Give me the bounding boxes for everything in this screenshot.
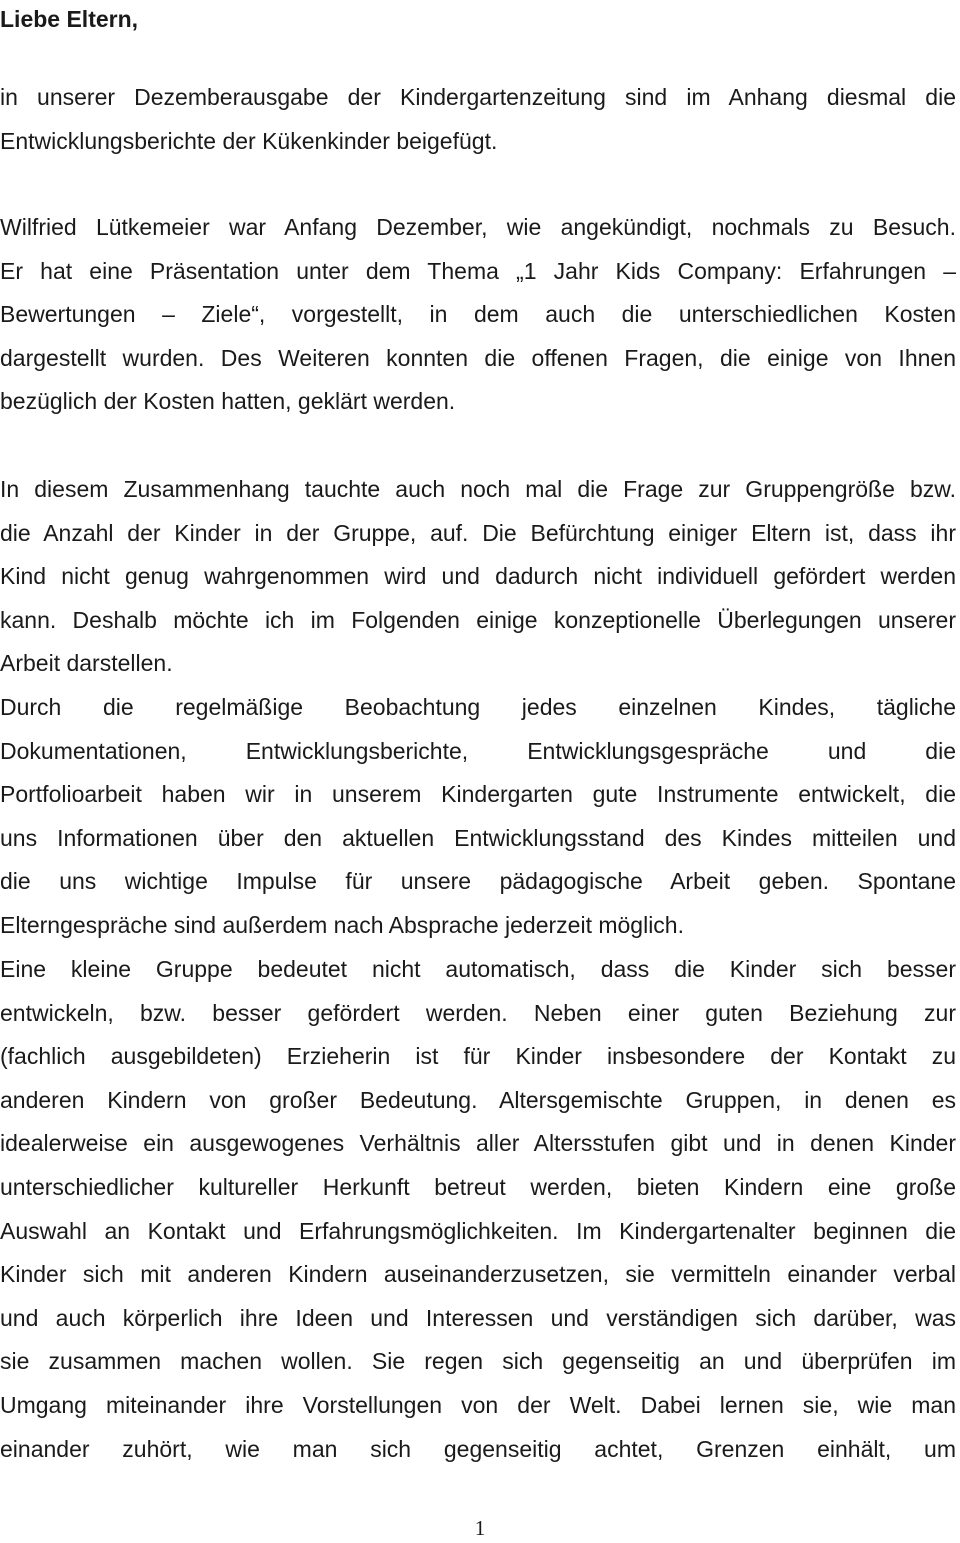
paragraph-observation — [0, 686, 956, 948]
text-line: Dokumentationen, Entwicklungsberichte, Entwicklungsgespräche und die — [0, 737, 956, 764]
paragraph-visit — [0, 206, 956, 424]
text-line: Durch die regelmäßige Beobachtung jedes einzelnen Kindes, tägliche — [0, 694, 956, 720]
text-line: die uns wichtige Impulse für unsere pädagogische Arbeit geben. Spontane — [0, 868, 956, 895]
text-line: Eine kleine Gruppe bedeutet nicht automatisch, dass die Kinder sich besser — [0, 956, 956, 982]
text-line: Er hat eine Präsentation unter dem Thema „1 Jahr Kids Company: Erfahrungen – — [0, 257, 956, 284]
paragraph-group-size — [0, 468, 956, 686]
text-line: Arbeit darstellen. — [0, 650, 173, 677]
paragraph-intro — [0, 76, 956, 163]
text-line: In diesem Zusammenhang tauchte auch noch mal die Frage zur Gruppengröße bzw. — [0, 476, 956, 502]
paragraph-small-group — [0, 948, 956, 1471]
text-line: die Anzahl der Kinder in der Gruppe, auf. Die Befürchtung einiger Eltern ist, dass ihr — [0, 519, 956, 546]
text-line: bezüglich der Kosten hatten, geklärt werden. — [0, 388, 456, 415]
text-line: idealerweise ein ausgewogenes Verhältnis aller Altersstufen gibt und in denen Kinder — [0, 1130, 956, 1157]
page-number: 1 — [474, 1516, 486, 1540]
text-line: kann. Deshalb möchte ich im Folgenden einige konzeptionelle Überlegungen unserer — [0, 606, 956, 633]
text-line: unterschiedlicher kultureller Herkunft betreut werden, bieten Kindern eine große — [0, 1173, 956, 1200]
text-line: und auch körperlich ihre Ideen und Interessen und verständigen sich darüber, was — [0, 1304, 956, 1331]
text-line: Entwicklungsberichte der Kükenkinder beigefügt. — [0, 127, 498, 154]
text-line: Portfolioarbeit haben wir in unserem Kindergarten gute Instrumente entwickelt, die — [0, 781, 956, 808]
text-line: Auswahl an Kontakt und Erfahrungsmöglichkeiten. Im Kindergartenalter beginnen die — [0, 1217, 956, 1244]
text-line: Umgang miteinander ihre Vorstellungen von der Welt. Dabei lernen sie, wie man — [0, 1391, 956, 1418]
text-line: entwickeln, bzw. besser gefördert werden. Neben einer guten Beziehung zur — [0, 999, 956, 1026]
text-line: Elterngespräche sind außerdem nach Absprache jederzeit möglich. — [0, 911, 684, 938]
text-line: (fachlich ausgebildeten) Erzieherin ist für Kinder insbesondere der Kontakt zu — [0, 1043, 956, 1070]
text-line: Bewertungen – Ziele“, vorgestellt, in dem auch die unterschiedlichen Kosten — [0, 301, 956, 328]
text-line: Wilfried Lütkemeier war Anfang Dezember, wie angekündigt, nochmals zu Besuch. — [0, 214, 956, 240]
text-line: in unserer Dezemberausgabe der Kindergartenzeitung sind im Anhang diesmal die — [0, 84, 956, 110]
text-line: einander zuhört, wie man sich gegenseitig achtet, Grenzen einhält, um — [0, 1435, 956, 1462]
text-line: anderen Kindern von großer Bedeutung. Altersgemischte Gruppen, in denen es — [0, 1086, 956, 1113]
text-line: uns Informationen über den aktuellen Entwicklungsstand des Kindes mitteilen und — [0, 824, 956, 851]
text-line: Kind nicht genug wahrgenommen wird und dadurch nicht individuell gefördert werden — [0, 563, 956, 590]
salutation: Liebe Eltern, — [0, 6, 139, 32]
text-line: dargestellt wurden. Des Weiteren konnten die offenen Fragen, die einige von Ihnen — [0, 344, 956, 371]
text-line: sie zusammen machen wollen. Sie regen sich gegenseitig an und überprüfen im — [0, 1348, 956, 1375]
text-line: Kinder sich mit anderen Kindern auseinanderzusetzen, sie vermitteln einander verbal — [0, 1261, 956, 1288]
